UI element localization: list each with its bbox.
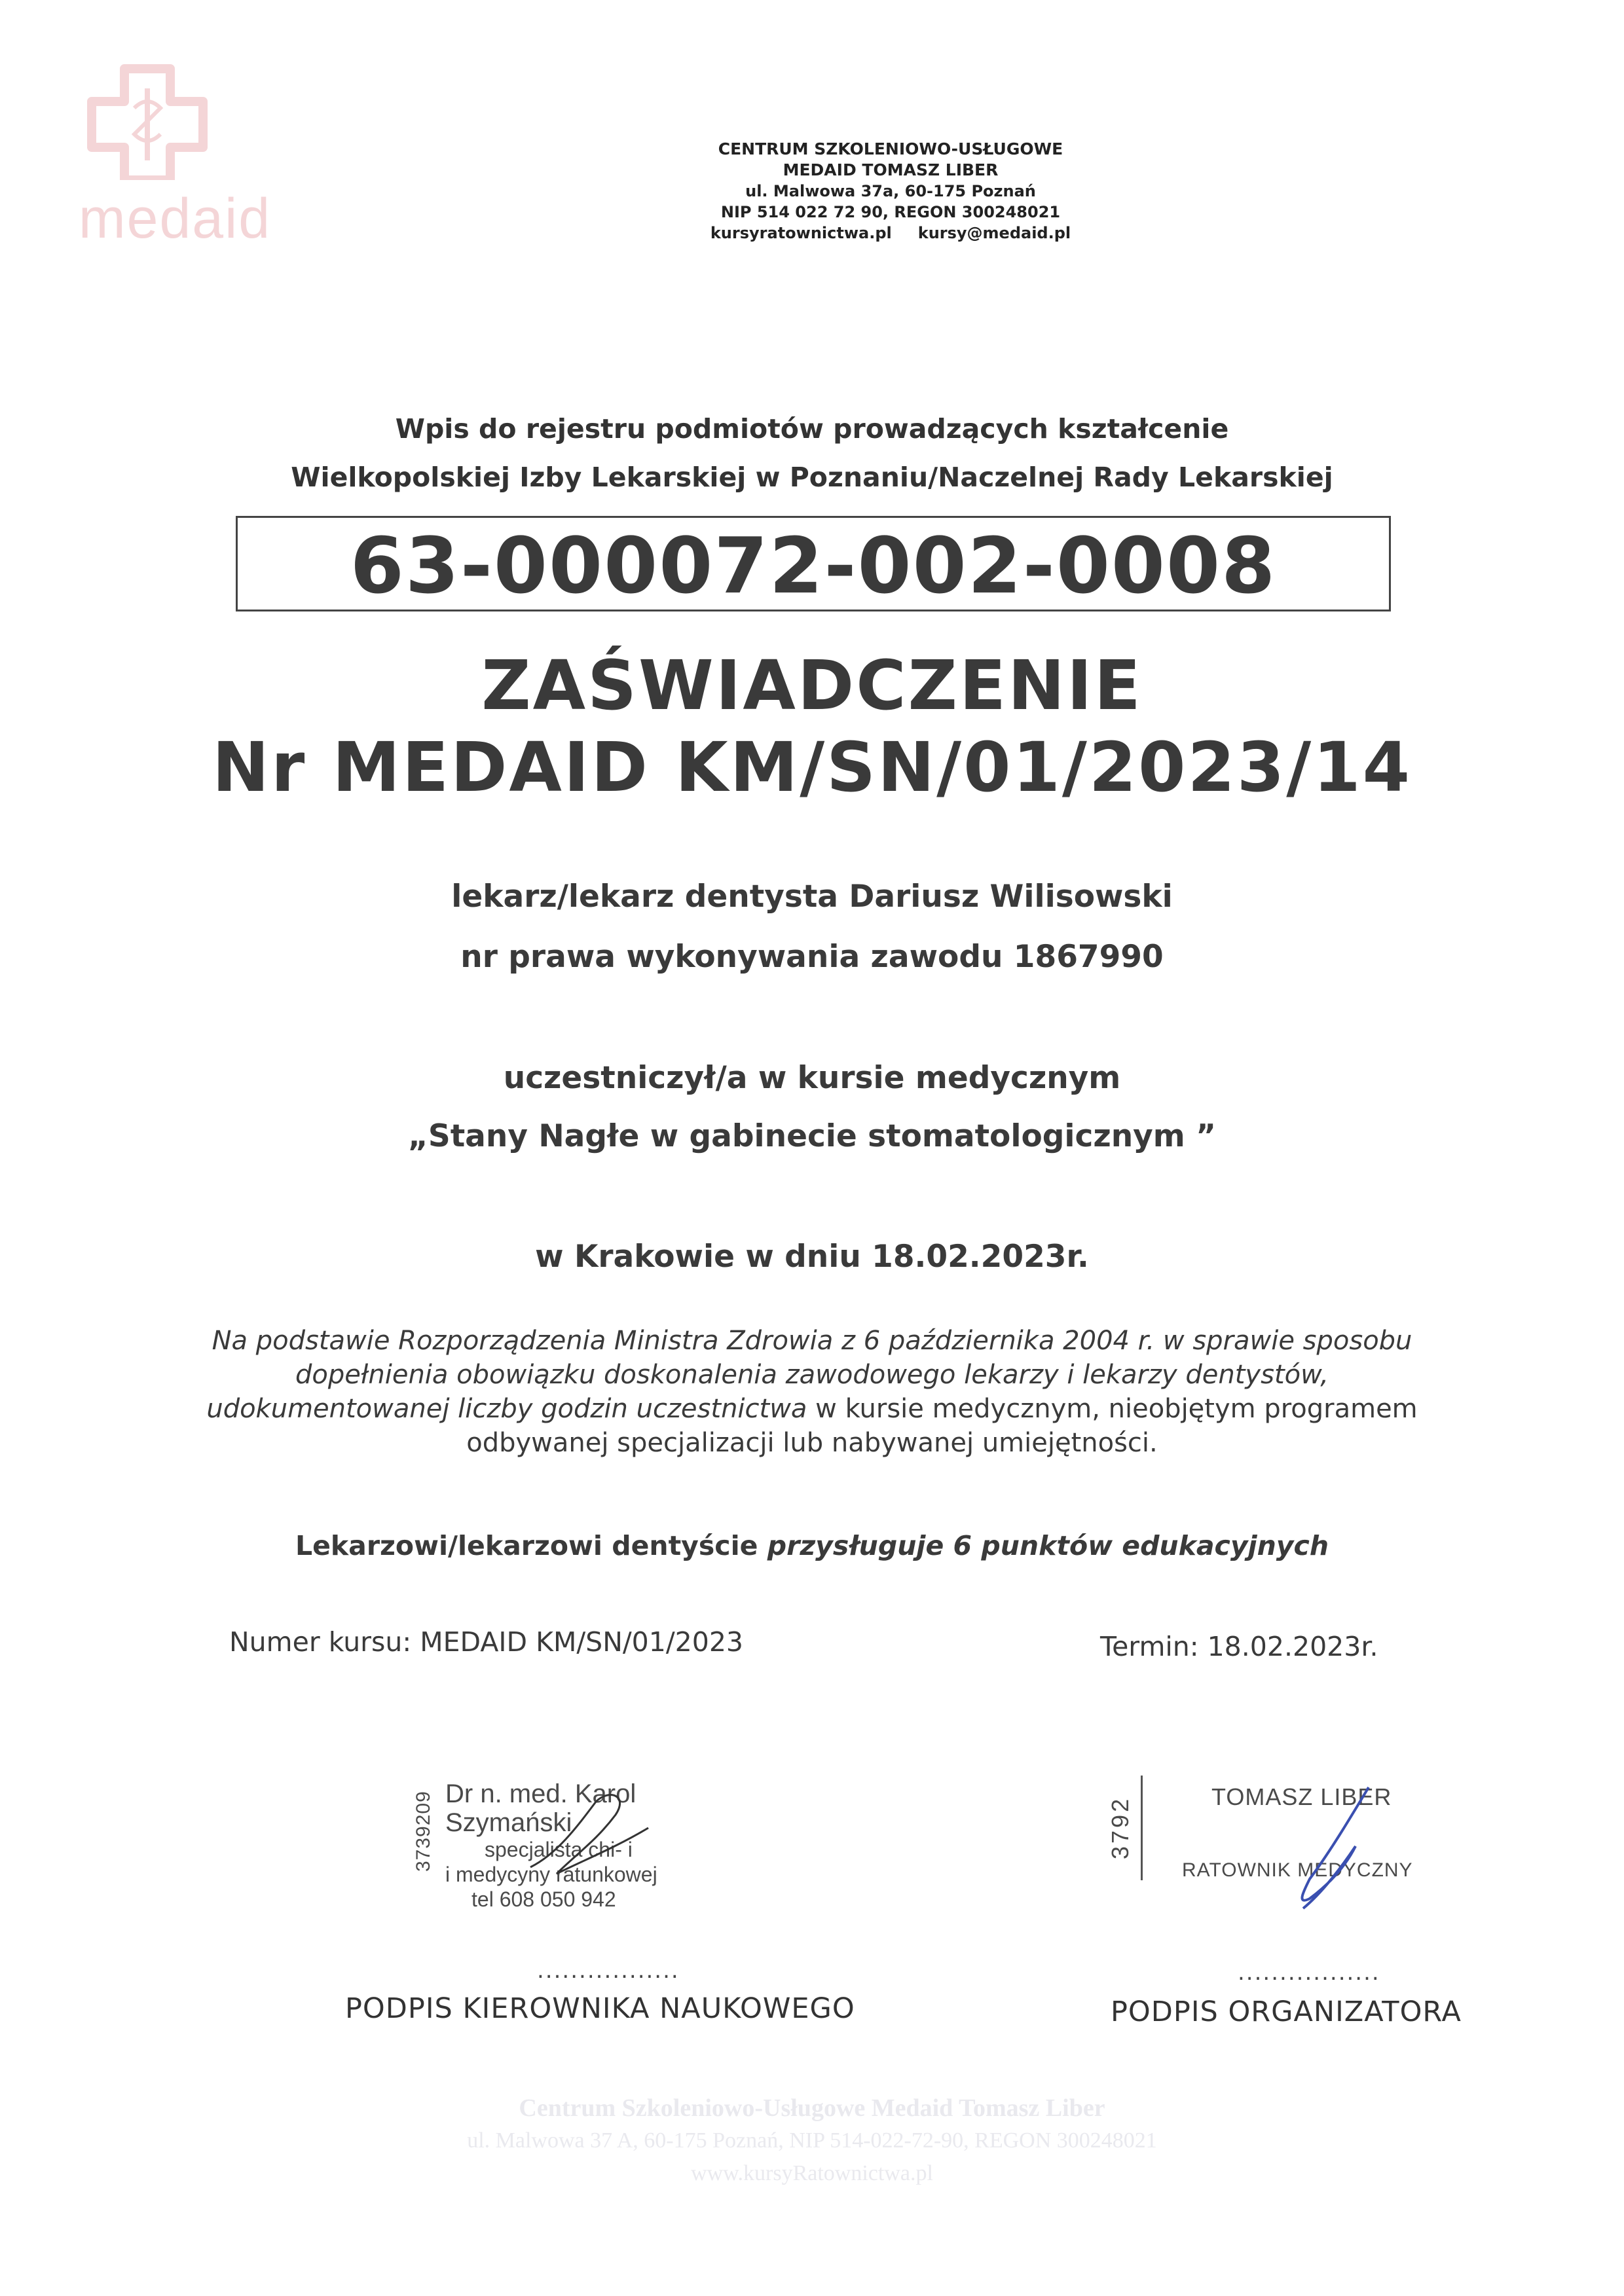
medical-cross-icon [79,62,216,180]
course-name: „Stany Nagłe w gabinecie stomatologicznym ” [407,1118,1217,1154]
registry-number: 63-000072-002-0008 [350,520,1277,611]
issuer-name-line1: CENTRUM SZKOLENIOWO-USŁUGOWE [718,139,1063,158]
issuer-header [589,139,1192,244]
scientific-director-signature-label: PODPIS KIEROWNIKA NAUKOWEGO [345,1992,855,2025]
registry-line1: Wpis do rejestru podmiotów prowadzących kształcenie [395,413,1229,445]
stamp-left-specialty1: specjalista chi- i [485,1838,633,1861]
stamp-left-specialty2: i medycyny ratunkowej [445,1863,657,1886]
footer-watermark [314,2092,1310,2190]
issuer-name-line2: MEDAID TOMASZ LIBER [783,160,999,179]
signature-line-right: ................. [1238,1959,1380,1986]
stamp-right-license-number: 3792 [1107,1776,1143,1880]
legal-line4: odbywanej specjalizacji lub nabywanej umiejętności. [466,1428,1158,1458]
organizer-stamp [1107,1768,1447,1899]
registry-number-box [236,516,1391,611]
legal-basis-paragraph [144,1324,1480,1460]
stamp-right-role: RATOWNIK MEDYCZNY [1182,1859,1413,1881]
issuer-website: kursyratownictwa.pl [710,224,892,242]
stamp-left-license-number: 3739209 [413,1791,434,1872]
registry-statement [157,405,1467,501]
participant-license: nr prawa wykonywania zawodu 1867990 [460,939,1164,975]
issuer-contact [589,223,1192,244]
legal-line3-regular: w kursie medycznym, nieobjętym programem [807,1394,1418,1424]
course-participation: uczestniczył/a w kursie medycznym [503,1060,1121,1096]
certificate-number: Nr MEDAID KM/SN/01/2023/14 [212,727,1412,807]
education-points [157,1527,1467,1564]
stamp-left-name: Dr n. med. Karol Szymański [445,1779,637,1837]
footer-watermark-line3: www.kursyRatownictwa.pl [691,2161,933,2185]
medaid-logo [72,62,272,259]
points-amount: przysługuje 6 punktów edukacyjnych [767,1530,1329,1561]
certificate-title-line1: ZAŚWIADCZENIE [481,646,1143,725]
signature-left [517,1789,661,1880]
registry-line2: Wielkopolskiej Izby Lekarskiej w Poznaniu/Naczelnej Rady Lekarskiej [291,462,1333,493]
footer-watermark-line2: ul. Malwowa 37 A, 60-175 Poznań, NIP 514-022-72-90, REGON 300248021 [467,2128,1157,2153]
scientific-director-stamp [413,1776,727,1911]
stamp-right-name: TOMASZ LIBER [1211,1783,1392,1810]
legal-line1: Na podstawie Rozporządzenia Ministra Zdrowia z 6 października 2004 r. w sprawie sposobu [212,1326,1412,1356]
legal-line2: dopełnienia obowiązku doskonalenia zawodowego lekarzy i lekarzy dentystów, [295,1360,1329,1390]
course-term: Termin: 18.02.2023r. [1100,1631,1378,1662]
course-location-date: w Krakowie w dniu 18.02.2023r. [535,1239,1089,1275]
issuer-address: ul. Malwowa 37a, 60-175 Poznań [745,182,1036,200]
issuer-tax-ids: NIP 514 022 72 90, REGON 300248021 [720,203,1061,221]
points-recipient: Lekarzowi/lekarzowi dentyście [295,1530,767,1561]
footer-watermark-line1: Centrum Szkoleniowo-Usługowe Medaid Tomasz Liber [519,2094,1105,2122]
logo-wordmark: medaid [79,187,272,250]
certificate-title [98,645,1526,809]
signature-line-left: ................. [537,1958,680,1984]
organizer-signature-label: PODPIS ORGANIZATORA [1111,1995,1462,2028]
participant-name: lekarz/lekarz dentysta Dariusz Wilisowski [451,879,1173,915]
legal-line3-italic: udokumentowanej liczby godzin uczestnictwa [206,1394,807,1424]
issuer-email: kursy@medaid.pl [917,224,1071,242]
course-number: Numer kursu: MEDAID KM/SN/01/2023 [229,1626,744,1658]
signature-right [1257,1781,1388,1912]
stamp-left-phone: tel 608 050 942 [471,1887,616,1911]
